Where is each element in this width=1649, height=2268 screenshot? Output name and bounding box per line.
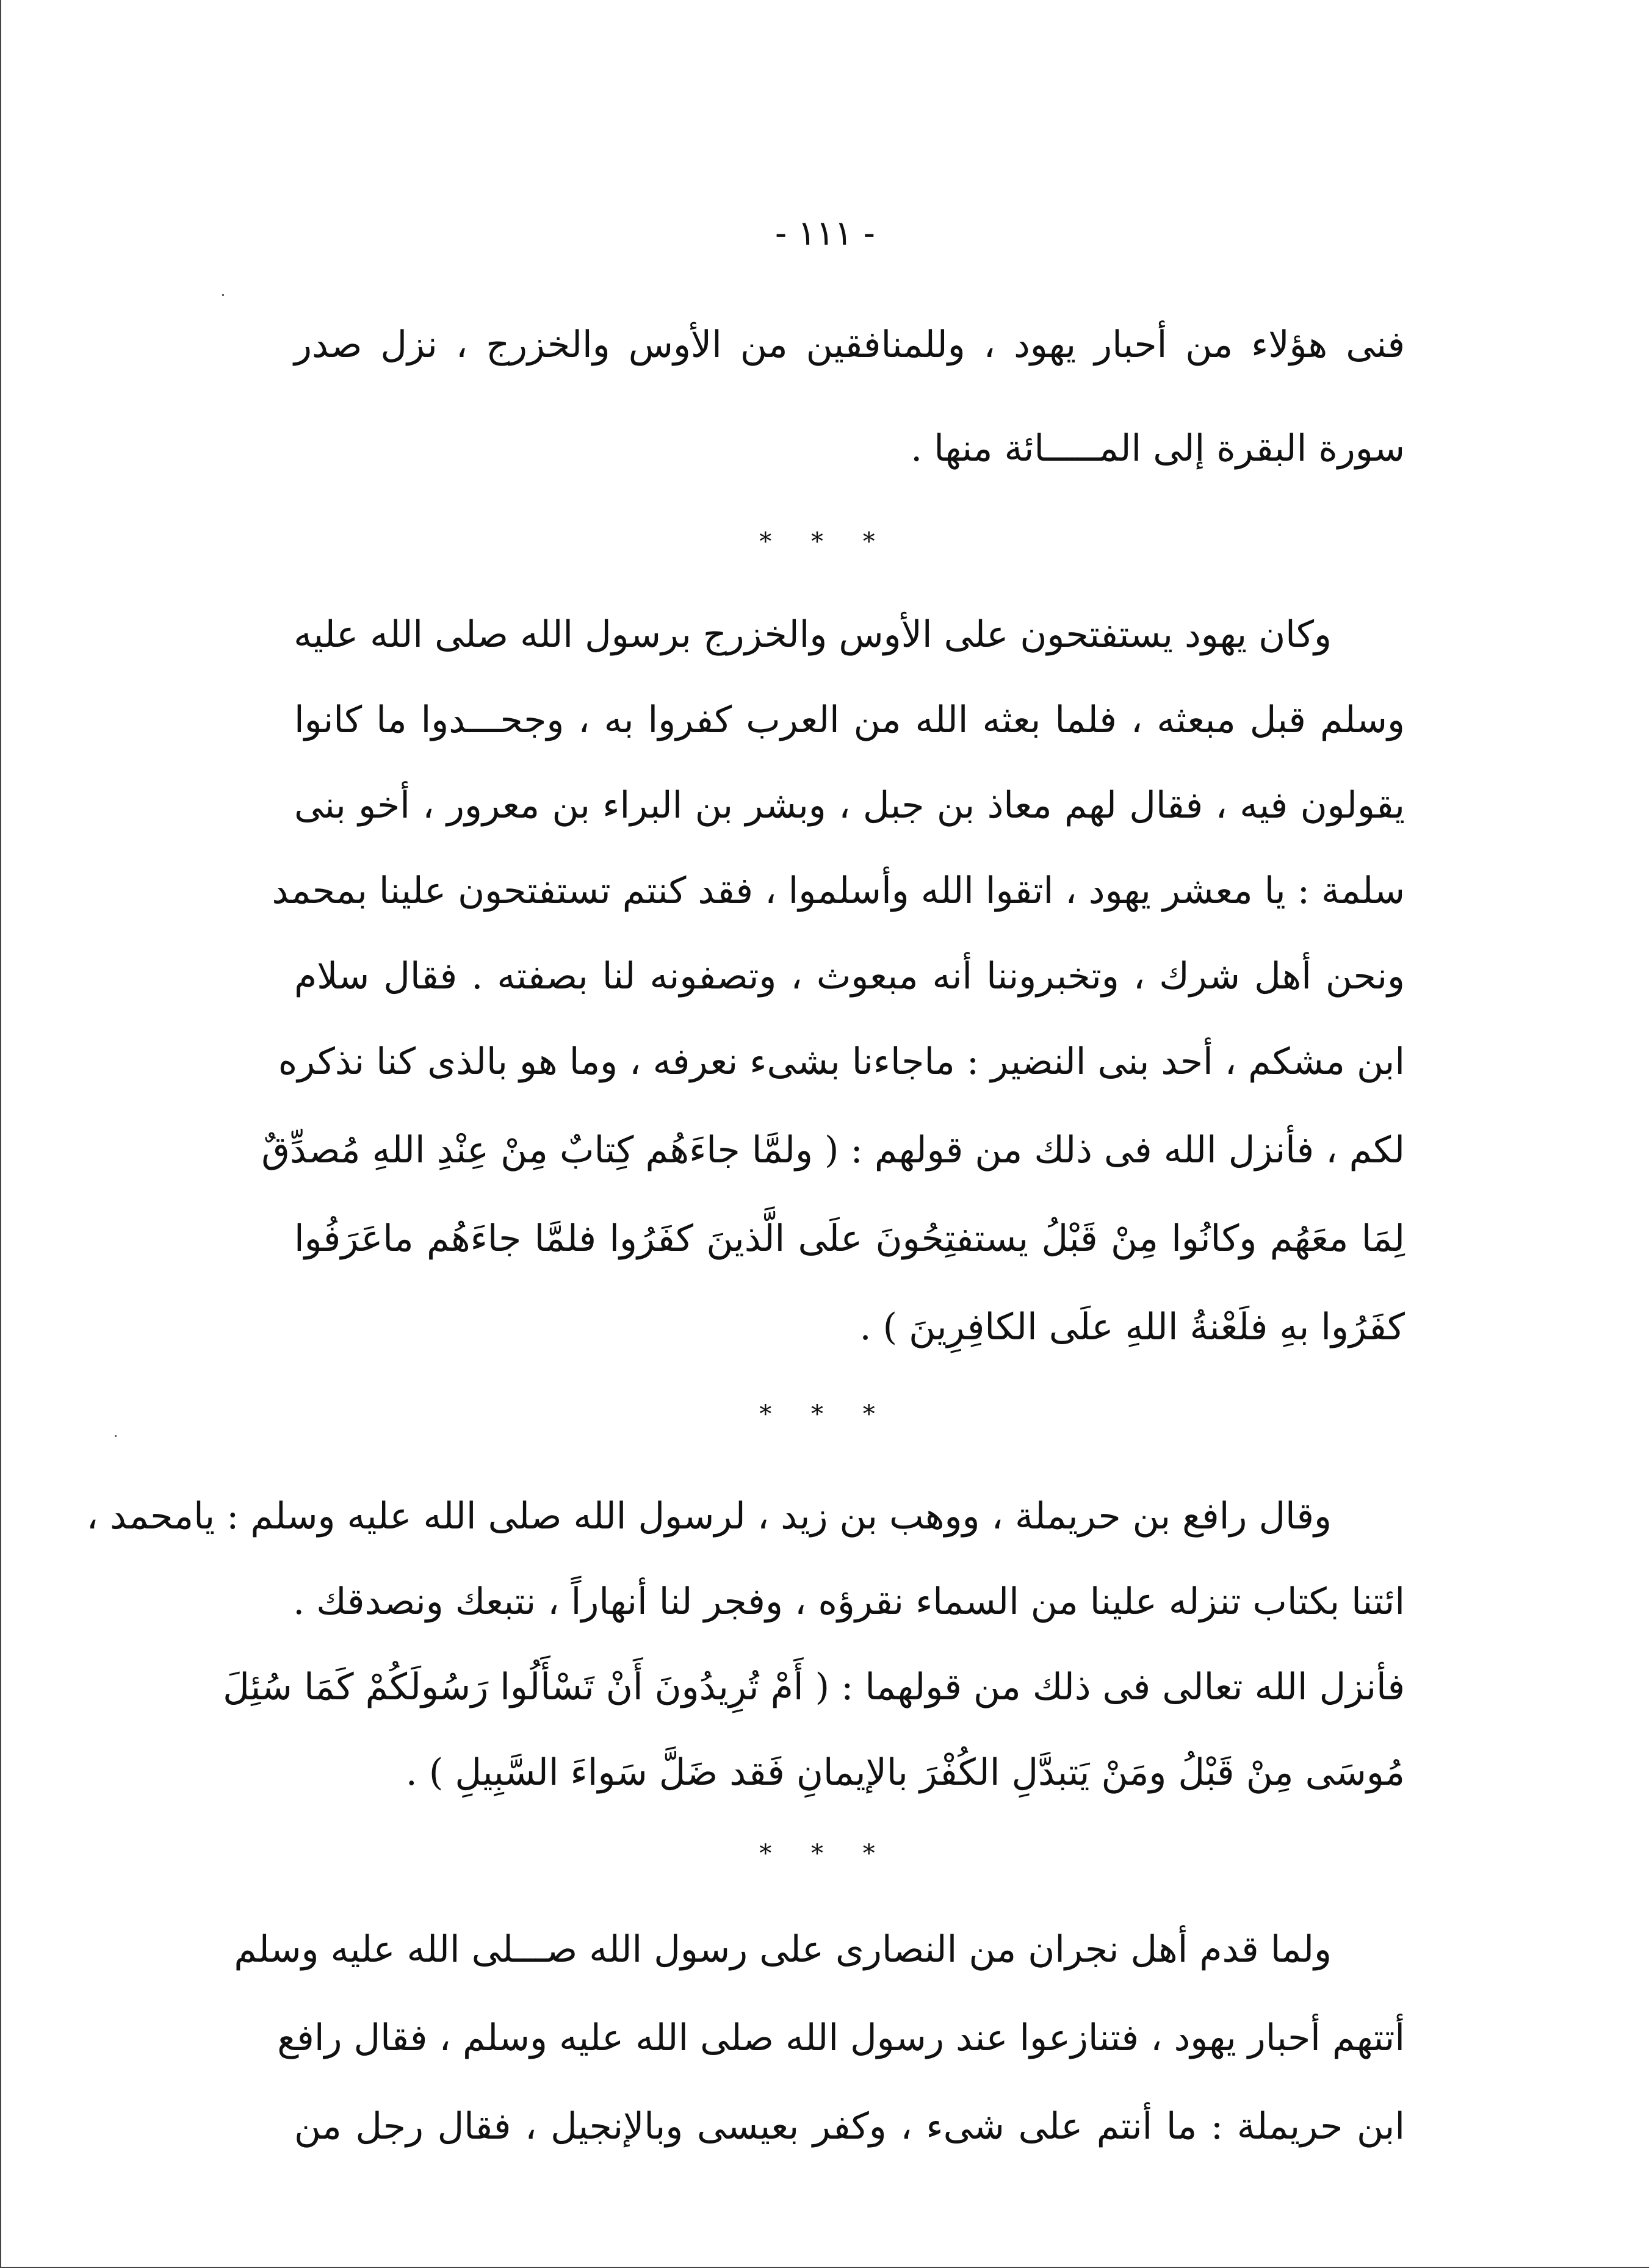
text-line: ائتنا بكتاب تنزله علينا من السماء نقرؤه ، وفجر لنا أنهاراً ، نتبعك ونصدقك . <box>293 1580 1405 1623</box>
quran-verse-line: مُوسَى مِنْ قَبْلُ ومَنْ يَتبدَّلِ الكُفْرَ بالإيمانِ فَقد ضَلَّ سَواءَ السَّبِيلِ ) . <box>405 1751 1405 1794</box>
text-line: فنى هؤلاء من أحبار يهود ، وللمنافقين من الأوس والخزرج ، نزل صدر <box>294 323 1405 366</box>
text-line: ونحن أهل شرك ، وتخبروننا أنه مبعوث ، وتصفونه لنا بصفته . فقال سلام <box>294 955 1405 998</box>
quran-verse-line: لكم ، فأنزل الله فى ذلك من قولهم : ( ولمَّا جاءَهُم كِتابٌ مِنْ عِنْدِ اللهِ مُصدِّقٌ <box>261 1129 1405 1172</box>
scan-speck <box>222 294 224 296</box>
paragraph-first-line: وكان يهود يستفتحون على الأوس والخزرج برسول الله صلى الله عليه <box>294 613 1332 656</box>
quran-verse-line: فأنزل الله تعالى فى ذلك من قولهما : ( أَمْ تُرِيدُونَ أَنْ تَسْأَلُوا رَسُولَكُمْ كَمَا سُئِلَ <box>223 1666 1405 1708</box>
text-line: ابن مشكم ، أحد بنى النضير : ماجاءنا بشىء نعرفه ، وما هو بالذى كنا نذكره <box>278 1040 1405 1083</box>
text-line: يقولون فيه ، فقال لهم معاذ بن جبل ، وبشر بن البراء بن معرور ، أخو بنى <box>294 784 1405 827</box>
section-separator: * * * <box>759 1400 891 1428</box>
quran-verse-line: كفَرُوا بهِ فلَعْنةُ اللهِ علَى الكافِرِينَ ) . <box>859 1306 1405 1348</box>
quran-verse-line: لِمَا معَهُم وكانُوا مِنْ قَبْلُ يستفتِحُونَ علَى الَّذينَ كفَرُوا فلمَّا جاءَهُم ماعَرَفُوا <box>294 1217 1405 1260</box>
text-line: سلمة : يا معشر يهود ، اتقوا الله وأسلموا ، فقد كنتم تستفتحون علينا بمحمد <box>272 869 1405 912</box>
page-number: - ١١١ - <box>775 214 875 253</box>
paragraph-first-line: وقال رافع بن حريملة ، ووهب بن زيد ، لرسول الله صلى الله عليه وسلم : يامحمد ، <box>86 1495 1332 1538</box>
section-separator: * * * <box>759 528 891 556</box>
section-separator: * * * <box>759 1840 891 1868</box>
paragraph-first-line: ولما قدم أهل نجران من النصارى على رسول الله صـــلى الله عليه وسلم <box>234 1928 1332 1971</box>
text-line: ابن حريملة : ما أنتم على شىء ، وكفر بعيسى وبالإنجيل ، فقال رجل من <box>294 2105 1405 2148</box>
text-line: وسلم قبل مبعثه ، فلما بعثه الله من العرب كفروا به ، وجحـــدوا ما كانوا <box>294 699 1405 741</box>
scan-speck <box>115 1435 117 1437</box>
text-line: سورة البقرة إلى المـــــائة منها . <box>911 427 1405 470</box>
text-line: أتتهم أحبار يهود ، فتنازعوا عند رسول الله صلى الله عليه وسلم ، فقال رافع <box>277 2017 1405 2059</box>
